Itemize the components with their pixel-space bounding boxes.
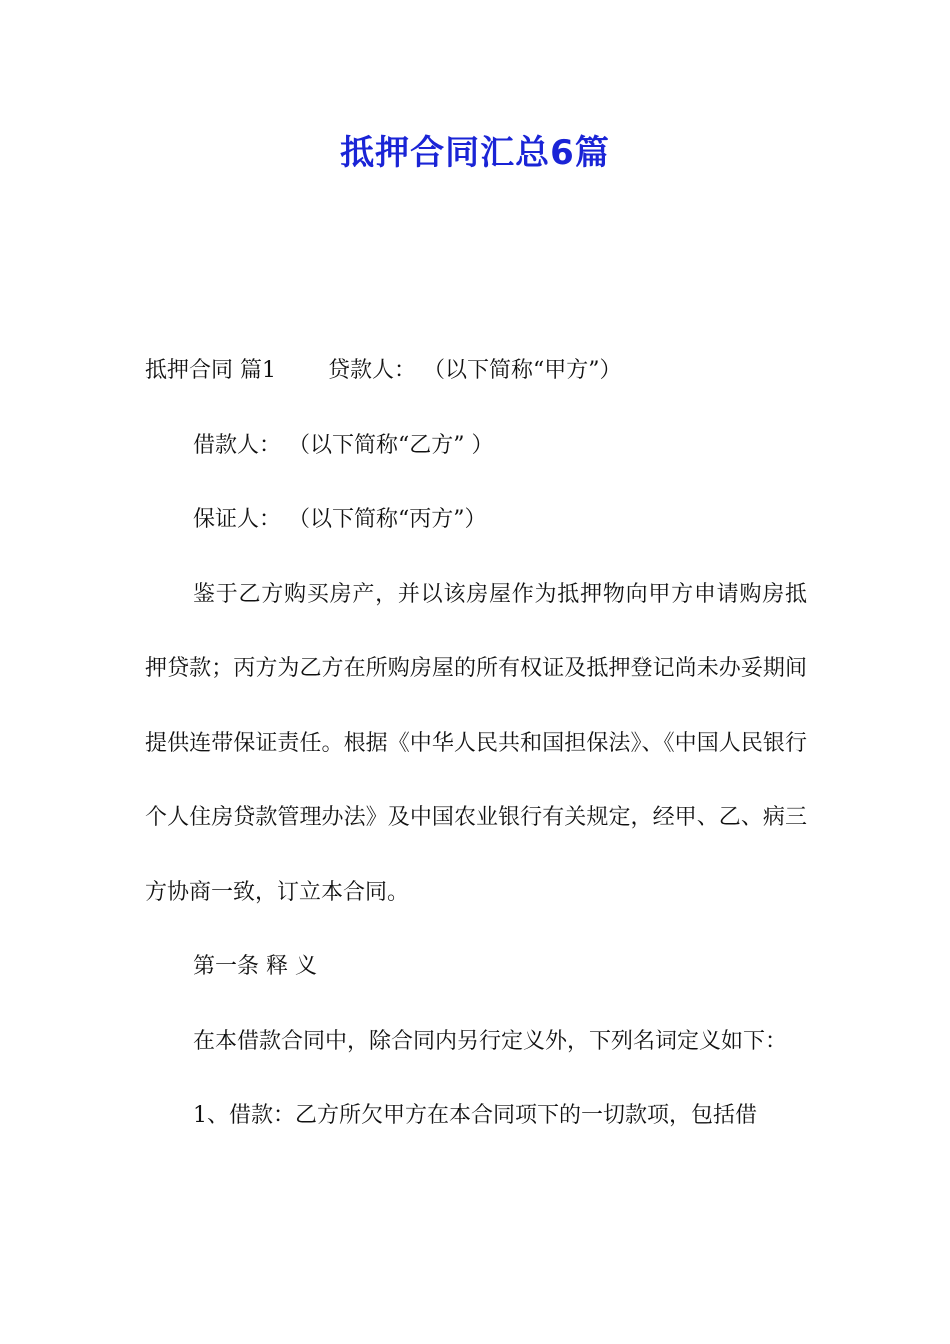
lender-clause: 贷款人： （以下简称“甲方”） xyxy=(328,358,622,383)
article-heading: 第一条 释 义 xyxy=(193,954,317,979)
lender-line xyxy=(145,334,807,409)
borrower-line: 借款人： （以下简称“乙方” ） xyxy=(193,432,494,458)
document-title: 抵押合同汇总6篇 xyxy=(340,133,610,173)
definitions-intro-paragraph: 在本借款合同中，除合同内另行定义外，下列名词定义如下： xyxy=(193,1028,788,1054)
contract-heading: 抵押合同 篇1 xyxy=(145,358,276,383)
definition-item-1: 1、借款：乙方所欠甲方在本合同项下的一切款项，包括借 xyxy=(193,1103,757,1128)
document-body xyxy=(145,334,807,1154)
guarantor-line: 保证人： （以下简称“丙方”） xyxy=(193,507,487,532)
preamble-paragraph: 鉴于乙方购买房产，并以该房屋作为抵押物向甲方申请购房抵押贷款；丙方为乙方在所购房屋的所有权证及抵押登记尚未办妥期间提供连带保证责任。根据《中华人民共和国担保法》、《中国人民银行个人住房贷款管理办法》及中国农业银行有关规定，经甲、乙、病三方协商一致，订立本合同。 xyxy=(145,581,807,905)
